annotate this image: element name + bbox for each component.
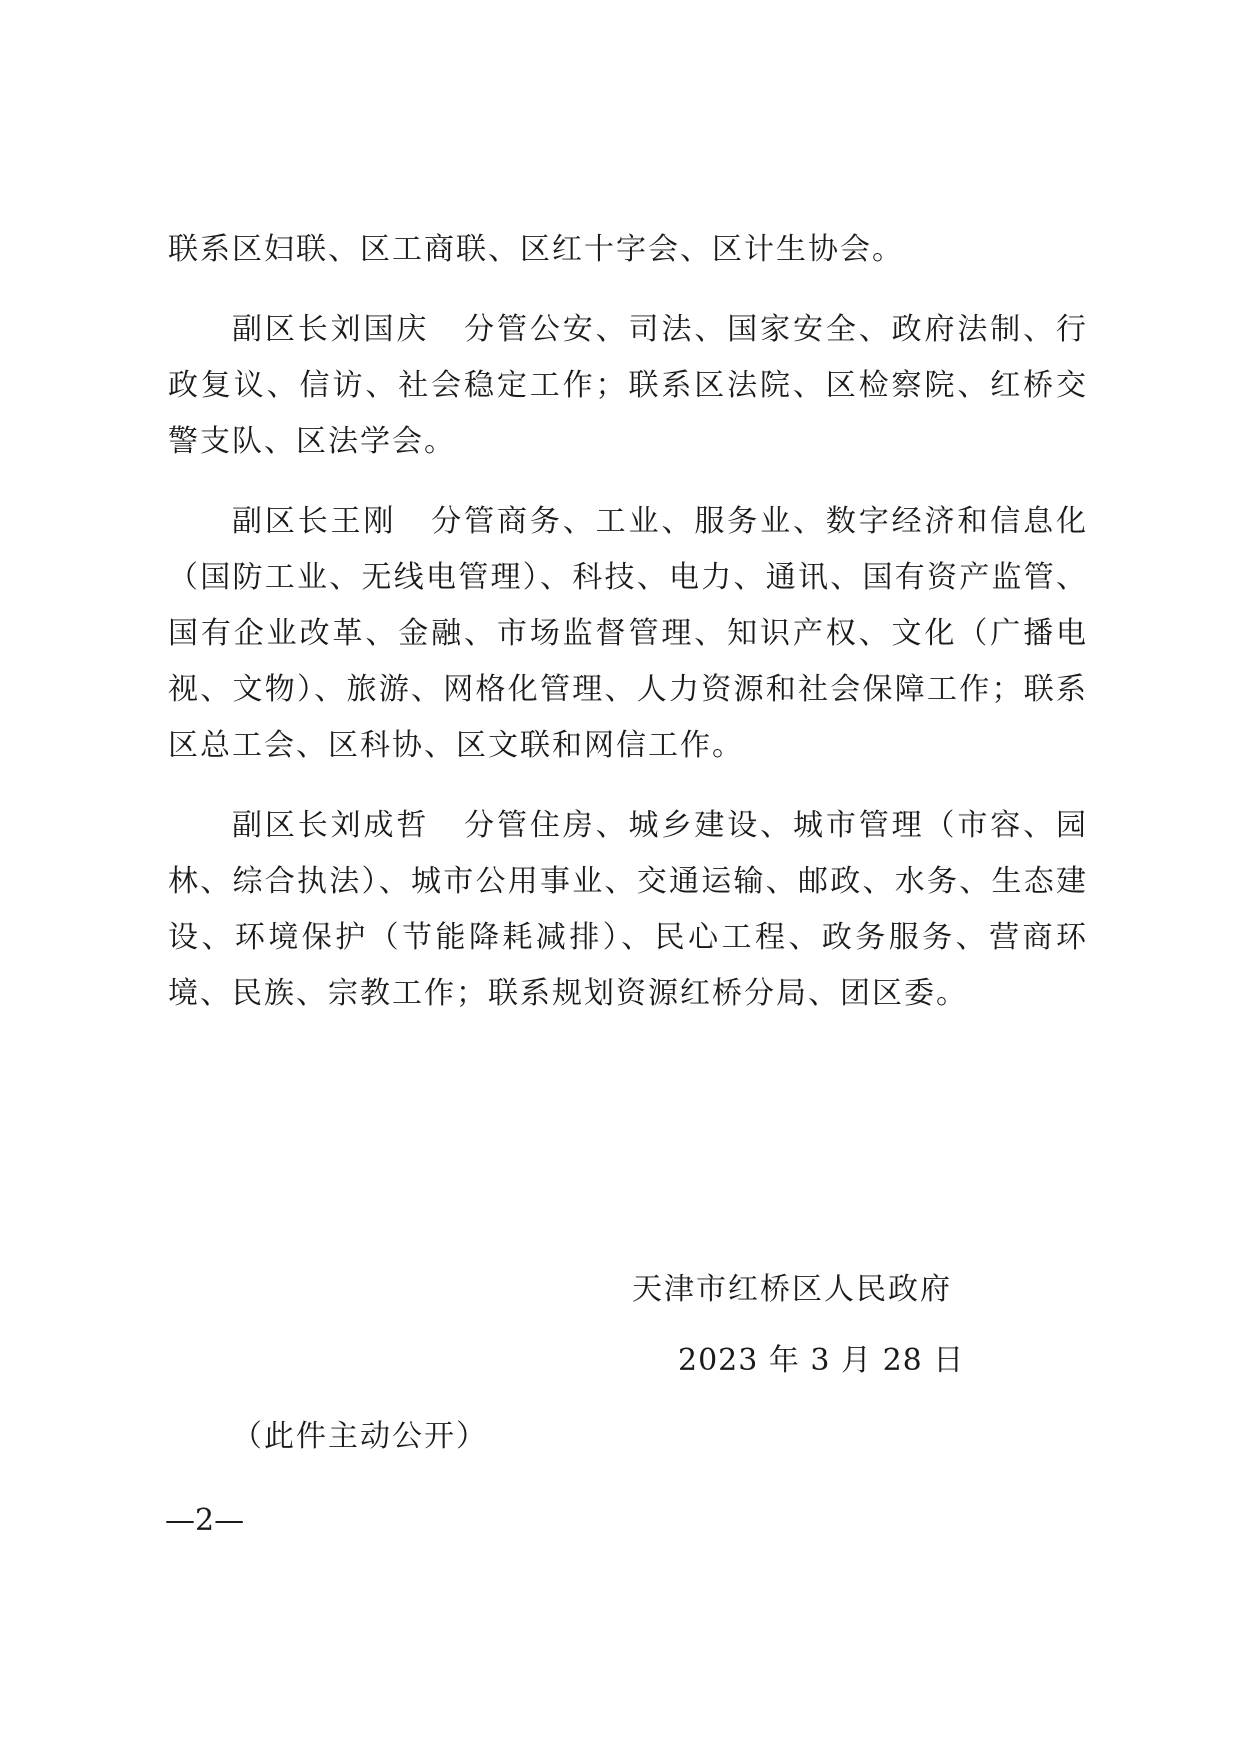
paragraph-liu-chengzhe [168,798,1088,1022]
document-body [168,222,1088,1046]
page-number: —2— [165,1503,245,1538]
official-title: 副区长刘国庆 [232,312,430,347]
paragraph-continuation [168,222,1088,278]
paragraph-wang-gang [168,494,1088,774]
paragraph-text: 分管公安、司法、国家安全、政府法制、行政复议、信访、社会稳定工作；联系区法院、区检察院、红桥交警支队、区法学会。 [168,312,1089,459]
paragraph-text: 分管住房、城乡建设、城市管理（市容、园林、综合执法）、城市公用事业、交通运输、邮政、水务、生态建设、环境保护（节能降耗减排）、民心工程、政务服务、营商环境、民族、宗教工作；联系规划资源红桥分局、团区委。 [168,808,1089,1011]
official-title: 副区长王刚 [232,504,397,539]
issue-date: 2023 年 3 月 28 日 [678,1343,965,1378]
paragraph-text: 分管商务、工业、服务业、数字经济和信息化（国防工业、无线电管理）、科技、电力、通讯、国有资产监管、国有企业改革、金融、市场监督管理、知识产权、文化（广播电视、文物）、旅游、网格化管理、人力资源和社会保障工作；联系区总工会、区科协、区文联和网信工作。 [168,504,1089,763]
disclosure-note: （此件主动公开） [232,1419,488,1454]
official-title: 副区长刘成哲 [232,808,430,843]
paragraph-liu-guoqing [168,302,1088,470]
paragraph-text: 联系区妇联、区工商联、区红十字会、区计生协会。 [168,232,904,267]
issuing-organization: 天津市红桥区人民政府 [632,1272,952,1307]
